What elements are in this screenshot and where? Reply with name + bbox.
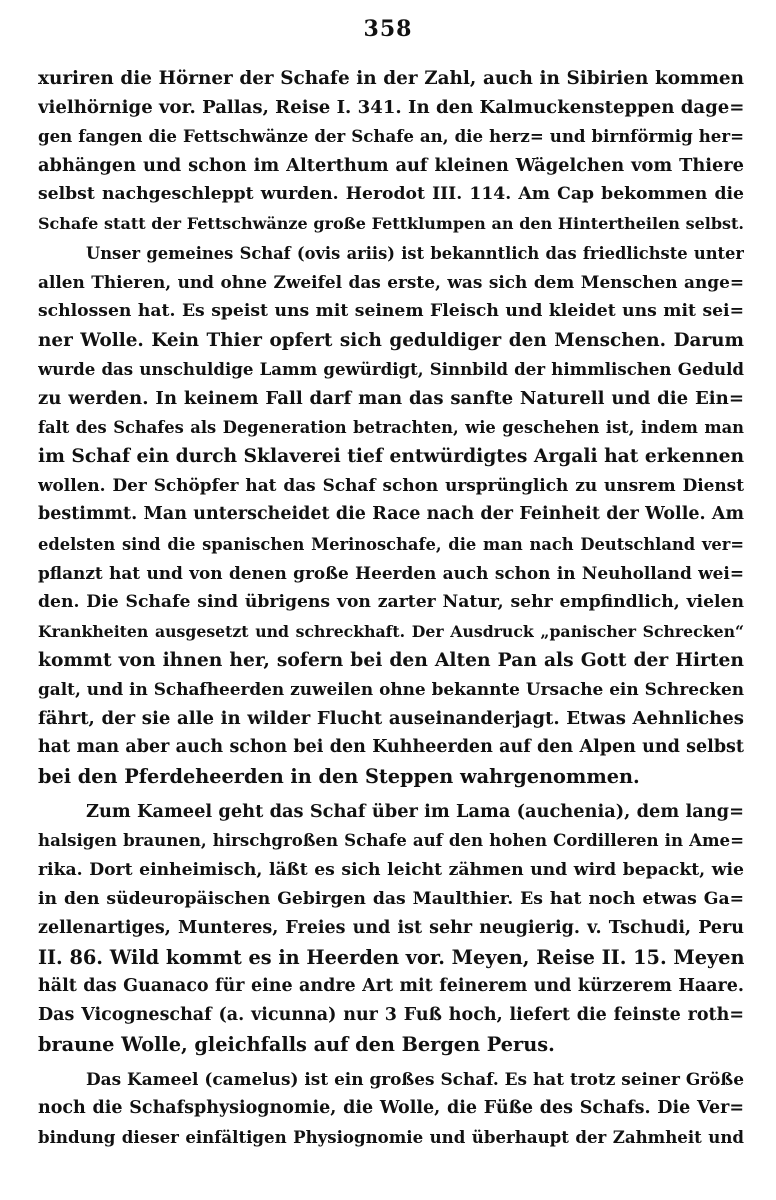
- text-line: im Schaf ein durch Sklaverei tief entwürdigtes Argali hat erkennen: [38, 445, 744, 468]
- text-line: selbst nachgeschleppt wurden. Herodot III. 114. Am Cap bekommen die: [38, 184, 744, 205]
- text-line: bei den Pferdeheerden in den Steppen wahrgenommen.: [38, 765, 640, 789]
- text-line: Krankheiten ausgesetzt und schreckhaft. Der Ausdruck „panischer Schrecken“: [38, 621, 744, 641]
- text-line: galt, und in Schafheerden zuweilen ohne bekannte Ursache ein Schrecken: [38, 678, 744, 699]
- text-line: vielhörnige vor. Pallas, Reise I. 341. In den Kalmuckensteppen dage=: [38, 97, 744, 119]
- text-line: ner Wolle. Kein Thier opfert sich geduldiger den Menschen. Darum: [38, 329, 744, 351]
- text-line: in den südeuropäischen Gebirgen das Maulthier. Es hat noch etwas Ga=: [38, 888, 744, 909]
- text-line: schlossen hat. Es speist uns mit seinem Fleisch und kleidet uns mit sei=: [38, 300, 744, 321]
- page-number: 358: [363, 16, 413, 42]
- text-line: hat man aber auch schon bei den Kuhheerden auf den Alpen und selbst: [38, 737, 744, 758]
- text-line: kommt von ihnen her, sofern bei den Alten Pan als Gott der Hirten: [38, 648, 744, 671]
- text-line: den. Die Schafe sind übrigens von zarter Natur, sehr empfindlich, vielen: [38, 591, 744, 612]
- text-line: zellenartiges, Munteres, Freies und ist sehr neugierig. v. Tschudi, Peru: [38, 917, 744, 938]
- text-line: braune Wolle, gleichfalls auf den Bergen Perus.: [38, 1033, 555, 1057]
- text-line: halsigen braunen, hirschgroßen Schafe auf den hohen Cordilleren in Ame=: [38, 830, 744, 851]
- text-line: rika. Dort einheimisch, läßt es sich leicht zähmen und wird bepackt, wie: [38, 859, 744, 880]
- text-line: pflanzt hat und von denen große Heerden auch schon in Neuholland wei=: [38, 562, 744, 583]
- text-line: zu werden. In keinem Fall darf man das sanfte Naturell und die Ein=: [38, 388, 744, 410]
- text-line: allen Thieren, und ohne Zweifel das erste, was sich dem Menschen ange=: [38, 271, 744, 292]
- text-line: II. 86. Wild kommt es in Heerden vor. Meyen, Reise II. 15. Meyen: [38, 945, 744, 969]
- body-text: [38, 64, 744, 1152]
- text-line: bindung dieser einfältigen Physiognomie und überhaupt der Zahmheit und: [38, 1127, 744, 1148]
- text-line: hält das Guanaco für eine andre Art mit feinerem und kürzerem Haare.: [38, 975, 744, 996]
- text-line: Das Kameel (camelus) ist ein großes Schaf. Es hat trotz seiner Größe: [86, 1069, 744, 1090]
- text-line: Unser gemeines Schaf (ovis ariis) ist bekanntlich das friedlichste unter: [86, 243, 744, 263]
- text-line: wollen. Der Schöpfer hat das Schaf schon ursprünglich zu unsrem Dienst: [38, 475, 744, 496]
- text-line: bestimmt. Man unterscheidet die Race nach der Feinheit der Wolle. Am: [38, 504, 744, 525]
- text-line: fährt, der sie alle in wilder Flucht auseinanderjagt. Etwas Aehnliches: [38, 708, 744, 730]
- text-line: Zum Kameel geht das Schaf über im Lama (auchenia), dem lang=: [86, 801, 744, 823]
- text-line: Das Vicogneschaf (a. vicunna) nur 3 Fuß hoch, liefert die feinste roth=: [38, 1005, 744, 1025]
- text-line: abhängen und schon im Alterthum auf kleinen Wägelchen vom Thiere: [38, 155, 744, 177]
- text-line: xuriren die Hörner der Schafe in der Zahl, auch in Sibirien kommen: [38, 68, 744, 89]
- text-line: noch die Schafsphysiognomie, die Wolle, die Füße des Schafs. Die Ver=: [38, 1098, 744, 1119]
- text-line: edelsten sind die spanischen Merinoschafe, die man nach Deutschland ver=: [38, 534, 744, 554]
- text-line: falt des Schafes als Degeneration betrachten, wie geschehen ist, indem man: [38, 418, 744, 438]
- text-line: wurde das unschuldige Lamm gewürdigt, Sinnbild der himmlischen Geduld: [38, 358, 744, 379]
- text-line: Schafe statt der Fettschwänze große Fettklumpen an den Hintertheilen selbst.: [38, 214, 744, 234]
- text-line: gen fangen die Fettschwänze der Schafe an, die herz= und birnförmig her=: [38, 126, 744, 147]
